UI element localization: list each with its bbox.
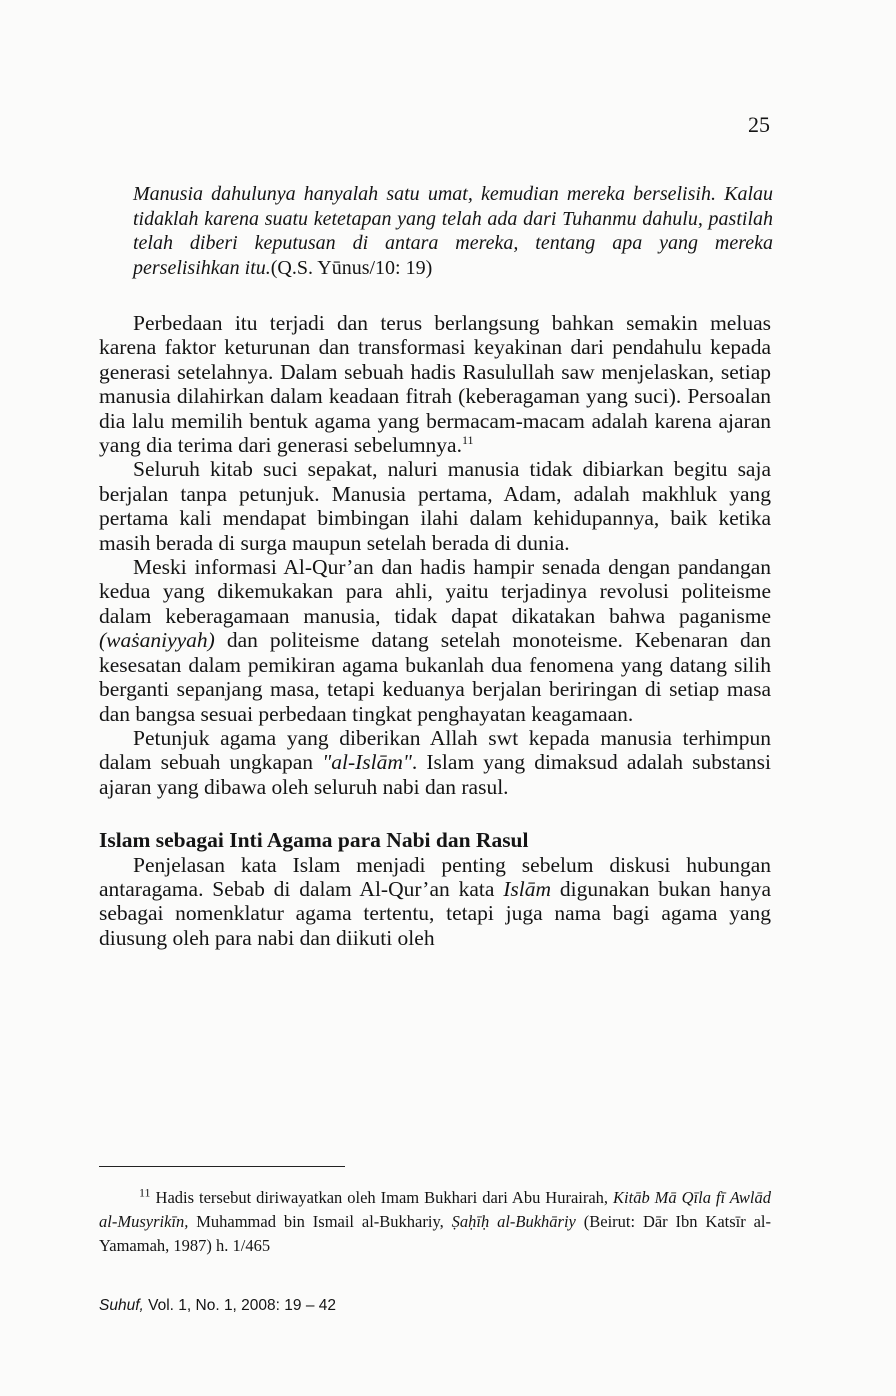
paragraph-4-italic: "al-Islām"	[322, 750, 412, 775]
paragraph-1	[99, 311, 771, 457]
paragraph-4-text-b: . Islam yang dimaksud adalah substansi ajaran yang dibawa oleh seluruh nabi dan rasul.	[99, 750, 771, 799]
section-heading: Islam sebagai Inti Agama para Nabi dan Rasul	[99, 828, 529, 853]
paragraph-2	[99, 457, 771, 555]
paragraph-3	[99, 555, 771, 726]
running-footer	[99, 1297, 336, 1315]
journal-name: Suhuf,	[99, 1297, 144, 1314]
footnote-text-2: Muhammad bin Ismail al-Bukhariy,	[188, 1212, 452, 1231]
paragraph-4-text-a: Petunjuk agama yang diberikan Allah swt kepada manusia terhimpun dalam sebuah ungkapan	[99, 725, 771, 775]
quote-text: Manusia dahulunya hanyalah satu umat, kemudian mereka berselisih. Kalau tidaklah karena suatu ketetapan yang telah ada dari Tuhanmu dahulu, pastilah telah diberi keputusan di antara mereka, tentang apa yang mereka perselisihkan itu.	[133, 183, 773, 279]
paragraph-3-text-b: dan politeisme datang setelah monoteisme. Kebenaran dan kesesatan dalam pemikiran agama bukanlah dua fenomena yang datang silih berganti sepanjang masa, tetapi keduanya berjalan beriringan di setiap masa dan bangsa sesuai perbedaan tingkat penghayatan keagamaan.	[99, 628, 771, 726]
paragraph-3-text-a: Meski informasi Al-Qur’an dan hadis hampir senada dengan pandangan kedua yang dikemukakan para ahli, yaitu terjadinya revolusi politeisme dalam keberagamaan manusia, tidak dapat dikatakan bahwa paganisme	[99, 555, 771, 628]
footnote-text-1: Hadis tersebut diriwayatkan oleh Imam Bukhari dari Abu Hurairah,	[150, 1188, 614, 1207]
quranic-quote	[133, 182, 773, 280]
quote-reference: (Q.S. Yūnus/10: 19)	[270, 256, 433, 279]
footnote	[99, 1186, 771, 1258]
main-body	[99, 311, 771, 950]
paragraph-3-italic: (waṡaniyyah)	[99, 628, 215, 653]
section-paragraph-text-a: Penjelasan kata Islam menjadi penting sebelum diskusi hubungan antaragama. Sebab di dalam Al-Qur’an kata	[99, 852, 771, 901]
section-paragraph	[99, 853, 771, 951]
page-number: 25	[748, 112, 770, 137]
paragraph-1-text: Perbedaan itu terjadi dan terus berlangsung bahkan semakin meluas karena faktor keturunan dan transformasi keyakinan dari pendahulu kepada generasi setelahnya. Dalam sebuah hadis Rasulullah saw menjelaskan, setiap manusia dilahirkan dalam keadaan fitrah (keberagaman yang suci). Persoalan dia lalu memilih bentuk agama yang bermacam-macam adalah karena ajaran yang dia terima dari generasi sebelumnya.	[99, 311, 771, 458]
footnote-title-2: Ṣaḥīḥ al-Bukhāriy	[451, 1212, 576, 1231]
section-spacer	[99, 799, 771, 828]
footnote-reference: 11	[461, 432, 474, 447]
paragraph-2-text: Seluruh kitab suci sepakat, naluri manusia tidak dibiarkan begitu saja berjalan tanpa petunjuk. Manusia pertama, Adam, adalah makhluk yang pertama kali mendapat bimbingan ilahi dalam kehidupannya, baik ketika masih berada di surga maupun setelah berada di dunia.	[99, 457, 771, 555]
footnote-divider	[99, 1166, 345, 1167]
footnote-text-3: (Beirut: Dār Ibn Katsīr al-Yamamah, 1987) h. 1/465	[99, 1212, 771, 1255]
footnote-mark: 11	[139, 1185, 151, 1200]
section-paragraph-text-b: digunakan bukan hanya sebagai nomenklatur agama tertentu, tetapi juga nama bagi agama yang diusung oleh para nabi dan diikuti oleh	[99, 876, 772, 950]
footnote-title-1: Kitāb Mā Qīla fī Awlād al-Musyrikīn,	[99, 1188, 771, 1231]
section-paragraph-italic: Islām	[503, 876, 552, 901]
paragraph-4	[99, 726, 771, 799]
journal-details: Vol. 1, No. 1, 2008: 19 – 42	[143, 1297, 336, 1314]
